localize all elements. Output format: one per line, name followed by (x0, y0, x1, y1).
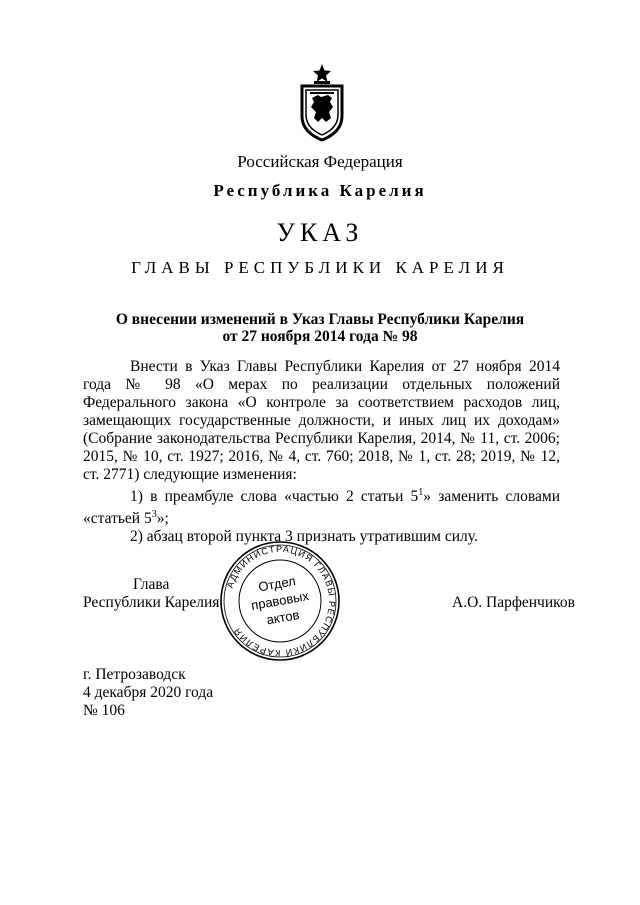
stamp-center-line-1: Отдел (257, 573, 297, 595)
title-line-2: от 27 ноября 2014 года № 98 (222, 328, 418, 345)
signatory-name: А.О. Парфенчиков (452, 594, 575, 611)
document-title (0, 311, 640, 345)
body-item-1: 1) в преамбуле слова «частью 2 статьи $5^1$» заменить словами «статьей $5^3$»; (83, 487, 560, 528)
body-item-2: 2) абзац второй пункта 3 признать утратившим силу. (130, 528, 478, 546)
document-footer (83, 666, 213, 720)
issue-date: 4 декабря 2020 года (83, 684, 214, 701)
republic-name: Республика Карелия (213, 181, 427, 200)
position-line-1: Глава (133, 576, 170, 593)
issuer-name: ГЛАВЫ РЕСПУБЛИКИ КАРЕЛИЯ (131, 258, 509, 277)
stamp-ring-text: АДМИНИСТРАЦИЯ ГЛАВЫ РЕСПУБЛИКИ КАРЕЛИЯ (224, 543, 338, 659)
position-line-2: Республики Карелия (83, 594, 220, 611)
official-stamp (219, 540, 341, 662)
body-paragraph-1: Внести в Указ Главы Республики Карелия от 27 ноября 2014 года № 98 «О мерах по реализации отдельных положений Федерального закона «О контроле за соответствием расходов лиц, замещающих государственные должности, и иных лиц их доходам» (Собрание законодательства Республики Карелия, 2014, № 11, ст. 2006; 2015, № 10, ст. 1927; 2016, № 4, ст. 760; 2018, № 1, ст. 28; 2019, № 12, ст. 2771) следующие изменения: (83, 358, 560, 483)
stamp-center-line-3: актов (265, 606, 301, 628)
signatory-position (83, 576, 219, 612)
title-line-1: О внесении изменений в Указ Главы Республики Карелия (115, 311, 525, 328)
document-type: УКАЗ (276, 218, 364, 247)
document-body (83, 358, 560, 546)
karelia-emblem-icon (296, 62, 348, 142)
country-name: Российская Федерация (237, 152, 403, 171)
document-number: № 106 (83, 702, 125, 719)
issue-city: г. Петрозаводск (83, 666, 186, 683)
stamp-center-line-2: правовых (249, 588, 310, 613)
